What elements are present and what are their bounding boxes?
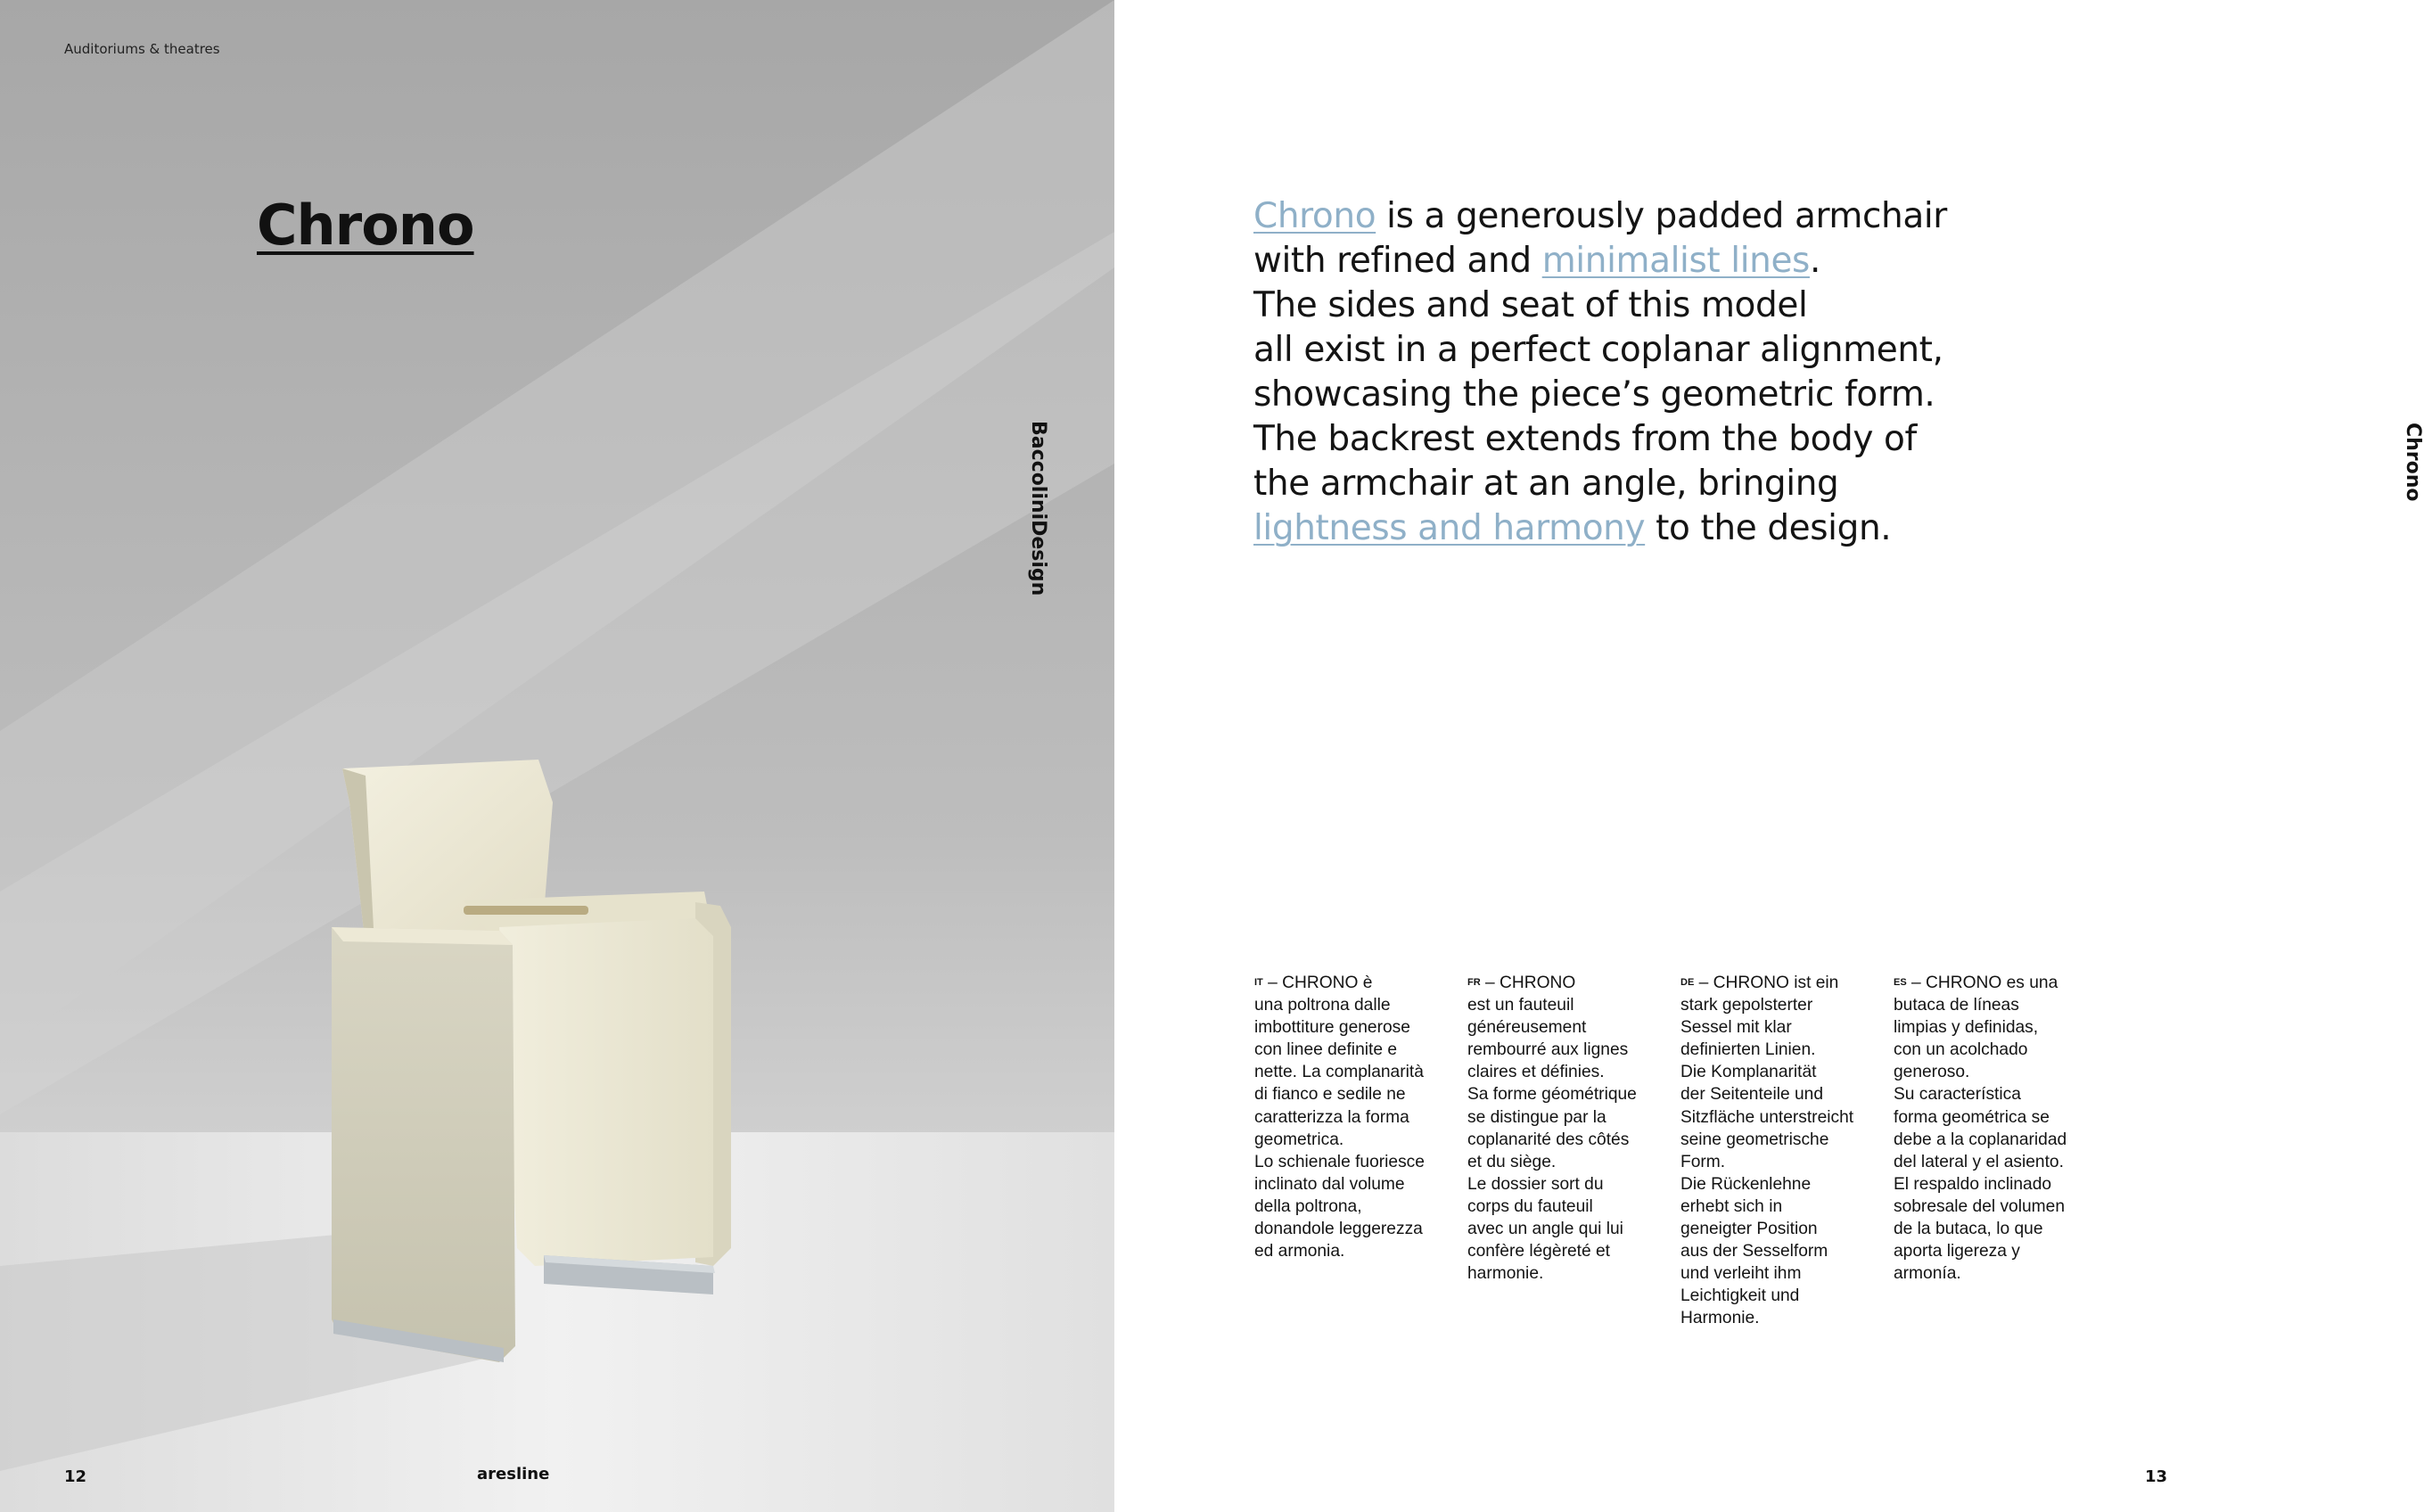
- language-code: IT: [1254, 977, 1263, 988]
- description-it: [1254, 972, 1450, 1262]
- lead-segment: minimalist lines: [1541, 241, 1810, 281]
- page-number-right: 13: [2145, 1467, 2168, 1486]
- lead-segment: lightness and harmony: [1253, 508, 1646, 548]
- language-text: – CHRONO es una butaca de líneas limpias y definidas, con un acolchado generoso. Su característica forma geométrica se debe a la coplanaridad del lateral y el asiento. El respaldo inclinado sobresale del volumen de la butaca, lo que aporta ligereza y armonía.: [1894, 974, 2067, 1284]
- lead-segment: Chrono: [1253, 196, 1376, 236]
- language-text: – CHRONO è una poltrona dalle imbottiture generose con linee definite e nette. La complanarità di fianco e sedile ne caratterizza la forma geometrica. Lo schienale fuoriesce inclinato dal volume della poltrona, donandole leggerezza ed armonia.: [1254, 974, 1425, 1261]
- language-text: – CHRONO est un fauteuil généreusement rembourré aux lignes claires et définies. Sa forme géométrique se distingue par la coplanarité des côtés et du siège. Le dossier sort du corps du fauteuil avec un angle qui lui confère légèreté et harmonie.: [1467, 974, 1637, 1284]
- right-page: [1114, 0, 2424, 1512]
- lead-segment: is a generously padded armchair with refined and: [1253, 196, 1947, 281]
- lead-segment: . The sides and seat of this model all exist in a perfect coplanar alignment, showcasing the piece’s geometric form. The backrest extends from the body of the armchair at an angle, bringing: [1253, 241, 1943, 504]
- description-de: [1680, 972, 1877, 1330]
- designer-label: BaccoliniDesign: [1027, 421, 1049, 596]
- lead-segment: to the design.: [1645, 508, 1892, 548]
- left-page: [0, 0, 1114, 1512]
- chair-photo: [0, 0, 1114, 1512]
- description-fr: [1467, 972, 1664, 1285]
- lead-paragraph: [1253, 194, 2109, 551]
- brand-logo: aresline: [477, 1465, 550, 1483]
- language-text: – CHRONO ist ein stark gepolsterter Sessel mit klar definierten Linien. Die Komplanarität der Seitenteile und Sitzfläche unterstreicht seine geometrische Form. Die Rückenlehne erhebt sich in geneigter Position aus der Sesselform und verleiht ihm Leichtigkeit und Harmonie.: [1680, 974, 1854, 1328]
- product-title: Chrono: [257, 193, 474, 258]
- side-title: Chrono: [2402, 423, 2424, 502]
- language-code: ES: [1894, 977, 1907, 988]
- section-label: Auditoriums & theatres: [64, 41, 220, 57]
- language-code: FR: [1467, 977, 1481, 988]
- language-code: DE: [1680, 977, 1695, 988]
- page-number-left: 12: [64, 1467, 87, 1486]
- description-es: [1894, 972, 2090, 1285]
